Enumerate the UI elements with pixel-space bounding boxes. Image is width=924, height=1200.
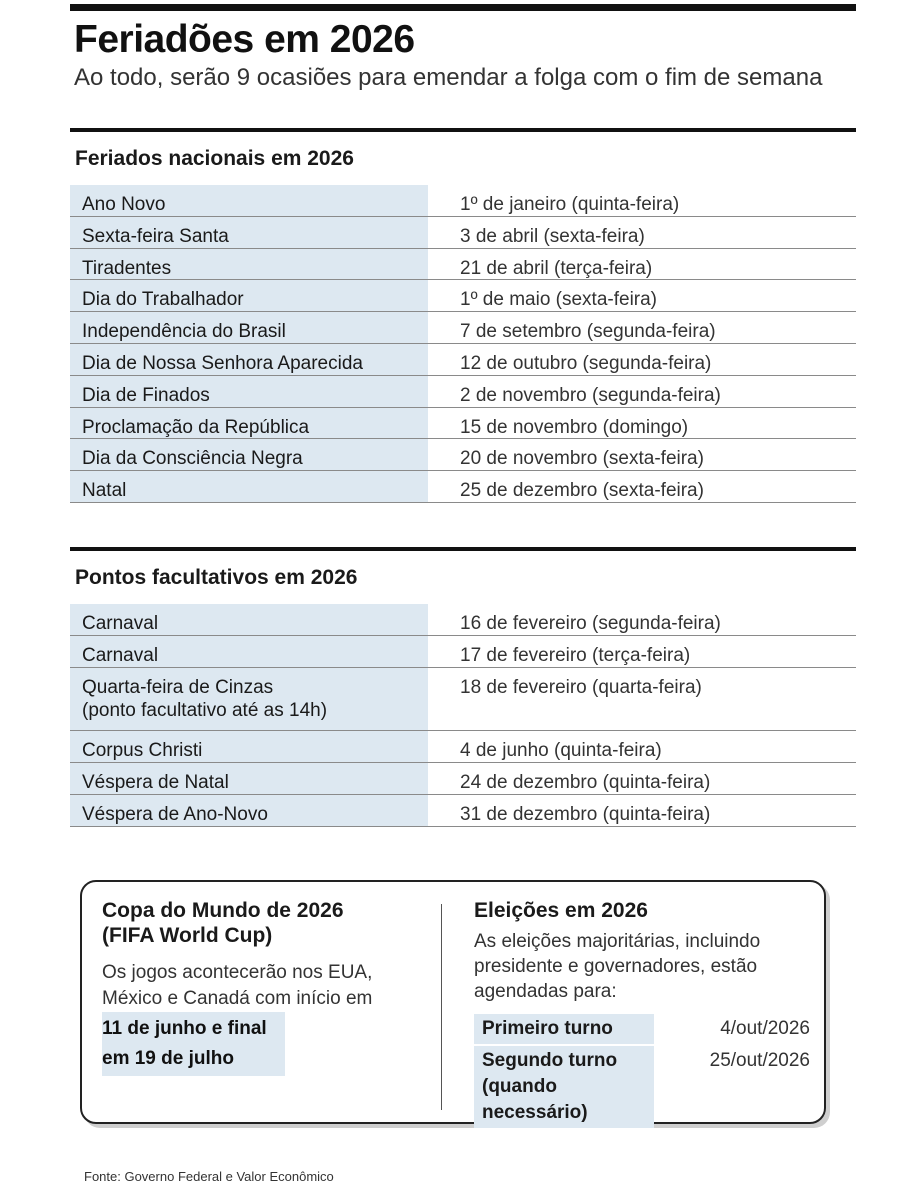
holiday-name — [70, 763, 428, 794]
holiday-name — [70, 217, 428, 248]
holiday-name-text: Natal — [82, 480, 127, 502]
holiday-name-text: Independência do Brasil — [82, 321, 286, 343]
holiday-date: 15 de novembro (domingo) — [460, 416, 689, 438]
national-holidays-section — [70, 128, 856, 503]
holiday-name-text: Corpus Christi — [82, 740, 203, 762]
holiday-date: 18 de fevereiro (quarta-feira) — [460, 676, 702, 698]
table-row — [70, 376, 856, 408]
holiday-date: 17 de fevereiro (terça-feira) — [460, 644, 691, 666]
holiday-date: 24 de dezembro (quinta-feira) — [460, 771, 711, 793]
election-turns — [474, 1014, 810, 1128]
source-note: Fonte: Governo Federal e Valor Econômico — [84, 1169, 334, 1184]
table-row — [70, 471, 856, 503]
box-divider — [441, 904, 442, 1110]
world-cup-text: Os jogos acontecerão nos EUA, México e Canadá com início em — [102, 962, 373, 1009]
optional-days-table — [70, 604, 856, 827]
section-rule — [70, 547, 856, 551]
world-cup-title — [102, 898, 422, 948]
holiday-name-text: Dia da Consciência Negra — [82, 448, 303, 470]
holiday-name-text: Sexta-feira Santa — [82, 225, 229, 247]
info-box — [80, 880, 826, 1124]
holiday-name-text: Véspera de Natal — [82, 771, 229, 793]
optional-days-title: Pontos facultativos em 2026 — [75, 566, 358, 589]
second-turn-label-line1: Segundo turno — [482, 1050, 618, 1071]
first-turn-label: Primeiro turno — [474, 1014, 654, 1044]
holiday-name — [70, 439, 428, 470]
table-row — [70, 636, 856, 668]
world-cup-title-line1: Copa do Mundo de 2026 — [102, 899, 344, 922]
holiday-name-text: Quarta-feira de Cinzas — [82, 676, 274, 698]
table-row — [70, 731, 856, 763]
national-holidays-table — [70, 185, 856, 503]
holiday-date: 3 de abril (sexta-feira) — [460, 225, 645, 247]
holiday-name-text: Véspera de Ano-Novo — [82, 803, 268, 825]
holiday-name — [70, 604, 428, 635]
holiday-name — [70, 376, 428, 407]
second-turn-date: 25/out/2026 — [709, 1050, 810, 1071]
holiday-name — [70, 408, 428, 439]
first-turn-date: 4/out/2026 — [720, 1018, 810, 1039]
holiday-name-text: Tiradentes — [82, 257, 172, 279]
world-cup-panel — [102, 898, 422, 1076]
table-row — [70, 280, 856, 312]
holiday-date: 20 de novembro (sexta-feira) — [460, 448, 704, 470]
holiday-date: 16 de fevereiro (segunda-feira) — [460, 613, 721, 634]
table-row — [70, 408, 856, 440]
first-turn-row — [474, 1014, 810, 1044]
table-row — [70, 604, 856, 636]
second-turn-label-line2: (quando necessário) — [482, 1076, 588, 1123]
top-rule — [70, 4, 856, 11]
table-row — [70, 795, 856, 827]
world-cup-title-line2: (FIFA World Cup) — [102, 924, 273, 947]
holiday-name — [70, 731, 428, 762]
holiday-date: 31 de dezembro (quinta-feira) — [460, 803, 711, 825]
holiday-name-text: Carnaval — [82, 613, 159, 634]
holiday-name-text: Carnaval — [82, 644, 159, 666]
table-row — [70, 439, 856, 471]
table-row — [70, 185, 856, 217]
holiday-name — [70, 249, 428, 280]
holiday-date: 2 de novembro (segunda-feira) — [460, 384, 721, 406]
holiday-date: 4 de junho (quinta-feira) — [460, 740, 662, 762]
holiday-name-text: Dia do Trabalhador — [82, 289, 244, 311]
world-cup-dates-line2: em 19 de julho — [102, 1048, 234, 1069]
table-row — [70, 312, 856, 344]
holiday-name-text: Proclamação da República — [82, 416, 310, 438]
world-cup-dates-highlight — [102, 1012, 285, 1076]
second-turn-row — [474, 1046, 810, 1128]
holiday-name — [70, 668, 428, 731]
holiday-date: 7 de setembro (segunda-feira) — [460, 321, 716, 343]
holiday-name — [70, 344, 428, 375]
table-row — [70, 217, 856, 249]
holiday-name-note: (ponto facultativo até as 14h) — [82, 699, 328, 721]
elections-panel — [474, 898, 810, 1128]
holiday-name-text: Dia de Finados — [82, 384, 210, 406]
holiday-date: 25 de dezembro (sexta-feira) — [460, 480, 704, 502]
national-holidays-title: Feriados nacionais em 2026 — [75, 147, 354, 170]
holiday-date: 1º de maio (sexta-feira) — [460, 289, 658, 311]
optional-days-section — [70, 547, 856, 827]
holiday-name — [70, 471, 428, 502]
holiday-name — [70, 185, 428, 216]
page-title: Feriadões em 2026 — [74, 18, 415, 61]
holiday-name — [70, 795, 428, 826]
holiday-date: 21 de abril (terça-feira) — [460, 257, 653, 279]
holiday-date: 12 de outubro (segunda-feira) — [460, 352, 712, 374]
elections-title: Eleições em 2026 — [474, 899, 648, 922]
elections-text: As eleições majoritárias, incluindo presidente e governadores, estão agendadas para: — [474, 931, 761, 1002]
second-turn-label — [474, 1046, 654, 1128]
section-rule — [70, 128, 856, 132]
table-row — [70, 344, 856, 376]
holiday-name — [70, 636, 428, 667]
table-row — [70, 668, 856, 732]
holiday-name-text: Dia de Nossa Senhora Aparecida — [82, 352, 363, 374]
holiday-name — [70, 280, 428, 311]
page-subtitle: Ao todo, serão 9 ocasiões para emendar a folga com o fim de semana — [74, 64, 823, 91]
holiday-name — [70, 312, 428, 343]
table-row — [70, 763, 856, 795]
holiday-date: 1º de janeiro (quinta-feira) — [460, 194, 680, 215]
table-row — [70, 249, 856, 281]
world-cup-dates-line1: 11 de junho e final — [102, 1018, 267, 1039]
holiday-name-text: Ano Novo — [82, 194, 166, 215]
